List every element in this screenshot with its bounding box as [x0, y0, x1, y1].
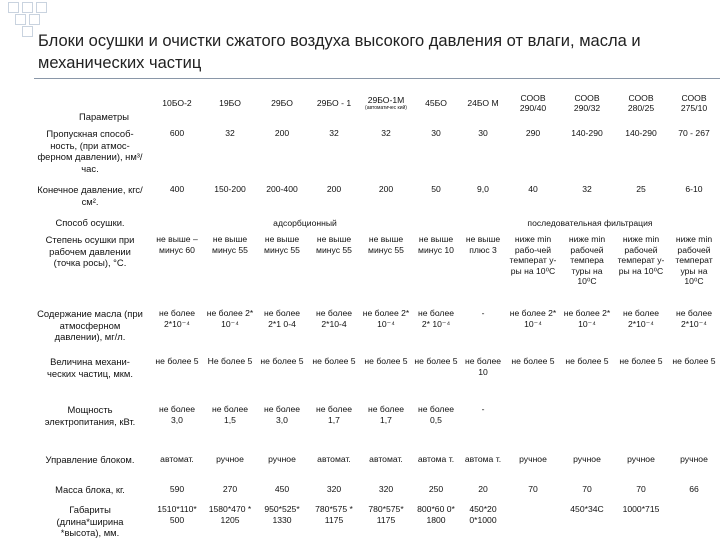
table-cell: 450 — [274, 484, 290, 494]
table-cell: 9,0 — [477, 184, 489, 194]
table-cell: ниже min рабочей температ у-ры на 10⁰С — [617, 234, 665, 276]
header-col-note: (автоматичес кий) — [365, 105, 407, 112]
title-divider — [34, 78, 720, 79]
row-label: Величина механи-ческих частиц, мкм. — [47, 356, 133, 379]
header-col-line2: 290/32 — [573, 103, 601, 113]
table-cell: автома т. — [464, 454, 502, 464]
table-cell: 70 — [528, 484, 538, 494]
table-cell: 32 — [329, 128, 339, 138]
table-cell: 6-10 — [685, 184, 703, 194]
table-cell: 30 — [431, 128, 441, 138]
header-param: Параметры — [79, 110, 129, 122]
header-col: 24БО М — [467, 97, 499, 108]
table-cell: ручное — [519, 454, 547, 464]
table-cell — [560, 404, 614, 454]
header-col-line2: 280/25 — [627, 103, 655, 113]
table-cell: 290 — [525, 128, 541, 138]
table-cell: 320 — [378, 484, 394, 494]
table-cell: ручное — [627, 454, 655, 464]
table-cell: не более 1,5 — [212, 404, 248, 425]
table-cell: 30 — [478, 128, 488, 138]
table-row — [34, 504, 720, 539]
table-cell: не более 5 — [565, 356, 609, 366]
table-row — [34, 234, 720, 308]
header-col: 29БО - 1 — [316, 97, 352, 108]
table-cell: 320 — [326, 484, 342, 494]
row-label: Способ осушки. — [55, 217, 125, 229]
table-cell: 1000*715 — [622, 504, 660, 514]
table-cell — [668, 504, 720, 539]
method-adsorption: адсорбционный — [273, 217, 337, 228]
table-cell: не выше минус 55 — [264, 234, 300, 255]
table-cell: 250 — [428, 484, 444, 494]
table-cell: не более 5 — [672, 356, 716, 366]
header-col-line2: 290/40 — [519, 103, 547, 113]
header-col: 19БО — [219, 97, 241, 108]
table-cell: 25 — [636, 184, 646, 194]
table-row — [34, 356, 720, 404]
table-cell: не более 2* 10⁻⁴ — [418, 308, 454, 329]
table-cell: 590 — [169, 484, 185, 494]
row-label: Масса блока, кг. — [55, 484, 125, 495]
specs-table — [34, 84, 720, 539]
table-cell: 140-290 — [571, 128, 603, 138]
table-cell: ручное — [680, 454, 708, 464]
table-cell: 32 — [225, 128, 235, 138]
header-col — [614, 84, 668, 122]
table-cell: 140-290 — [625, 128, 657, 138]
table-row — [34, 184, 720, 212]
table-cell: не выше минус 55 — [212, 234, 248, 255]
table-row — [34, 454, 720, 484]
table-cell: не более 3,0 — [264, 404, 300, 425]
header-col: 10БО-2 — [162, 97, 192, 108]
table-cell: не выше –минус 60 — [156, 234, 198, 255]
table-cell: 450*34С — [570, 504, 604, 514]
table-cell: не более 2*10⁻⁴ — [159, 308, 195, 329]
header-col-line1: СООВ — [574, 92, 600, 103]
table-row — [34, 122, 720, 184]
table-cell: 400 — [169, 184, 185, 194]
table-cell: автомат. — [160, 454, 194, 464]
table-cell: автома т. — [417, 454, 455, 464]
header-col-line1: СООВ — [628, 92, 654, 103]
table-cell: не более 2*10⁻⁴ — [623, 308, 659, 329]
header-col — [668, 84, 720, 122]
table-cell: 950*525* 1330 — [264, 504, 300, 525]
row-label: Конечное давление, кгс/см². — [37, 184, 143, 207]
header-col-label: 29БО-1М — [367, 94, 405, 105]
table-cell — [506, 504, 560, 539]
table-cell: не выше минус 55 — [368, 234, 404, 255]
table-header-row — [34, 84, 720, 122]
header-col — [560, 84, 614, 122]
page-title: Блоки осушки и очистки сжатого воздуха высокого давления от влаги, масла и механических частиц — [38, 32, 641, 72]
header-col-line1: СООВ — [681, 92, 707, 103]
table-cell — [668, 404, 720, 454]
table-cell — [506, 404, 560, 454]
table-cell: - — [481, 308, 485, 318]
table-cell: не выше минус 10 — [418, 234, 454, 255]
table-cell: 70 — [636, 484, 646, 494]
table-cell: 32 — [582, 184, 592, 194]
header-col: 29БО — [271, 97, 293, 108]
table-cell: не более 2*10-4 — [316, 308, 352, 329]
table-cell: 70 - 267 — [678, 128, 710, 138]
header-col-line2: 275/10 — [680, 103, 708, 113]
table-cell: не выше плюс 3 — [465, 234, 501, 255]
table-cell: 200-400 — [266, 184, 298, 194]
table-cell: ручное — [268, 454, 296, 464]
table-cell: 200 — [326, 184, 342, 194]
table-cell: не более 5 — [155, 356, 199, 366]
table-cell: ниже min рабочей температ уры на 10⁰С — [675, 234, 713, 286]
table-cell: 1510*110* 500 — [157, 504, 197, 525]
header-col-line1: СООВ — [520, 92, 546, 103]
table-cell: не более 1,7 — [316, 404, 352, 425]
row-label: Управление блоком. — [45, 454, 135, 465]
method-sequential: последовательная фильтрация — [527, 217, 653, 228]
row-label: Степень осушки при рабочем давлении (точка росы), °С. — [45, 234, 135, 268]
table-cell: не более 2*10⁻⁴ — [676, 308, 712, 329]
table-cell: 1580*470 * 1205 — [208, 504, 252, 525]
table-cell: 50 — [431, 184, 441, 194]
header-col — [506, 84, 560, 122]
table-cell: не более 5 — [260, 356, 304, 366]
table-cell: 780*575 * 1175 — [315, 504, 353, 525]
table-cell: ниже min рабо-чей температ у-ры на 10⁰С — [509, 234, 557, 276]
table-cell: ниже min рабочей темпера туры на 10⁰С — [568, 234, 606, 286]
table-cell: - — [481, 404, 485, 414]
row-label: Габариты (длина*ширина *высота), мм. — [56, 504, 124, 538]
table-cell: не более 2* 10⁻⁴ — [563, 308, 611, 329]
table-cell: не более 0,5 — [418, 404, 454, 425]
table-cell: 70 — [582, 484, 592, 494]
table-cell: 20 — [478, 484, 488, 494]
header-col — [360, 84, 412, 122]
table-cell: 200 — [378, 184, 394, 194]
table-cell: не более 2* 10⁻⁴ — [509, 308, 557, 329]
table-cell: автомат. — [317, 454, 351, 464]
row-label: Пропускная способ-ность, (при атмос-ферном давлении), нм³/час. — [37, 128, 143, 174]
table-cell: не более 2*1 0-4 — [264, 308, 300, 329]
table-cell: ручное — [216, 454, 244, 464]
table-cell: 200 — [274, 128, 290, 138]
table-cell: 150-200 — [214, 184, 246, 194]
table-row — [34, 308, 720, 356]
table-cell: не более 10 — [465, 356, 501, 377]
row-label: Содержание масла (при атмосферном давлении), мг/л. — [37, 308, 143, 342]
table-cell: не более 5 — [511, 356, 555, 366]
table-row — [34, 404, 720, 454]
table-cell: не более 5 — [364, 356, 408, 366]
table-row — [34, 212, 720, 234]
table-cell: 780*575* 1175 — [368, 504, 404, 525]
table-cell: 66 — [689, 484, 699, 494]
table-cell: не более 3,0 — [159, 404, 195, 425]
table-cell: 800*60 0* 1800 — [417, 504, 455, 525]
table-cell: 450*20 0*1000 — [469, 504, 497, 525]
table-cell: не более 5 — [414, 356, 458, 366]
table-cell: 32 — [381, 128, 391, 138]
table-cell: Не более 5 — [207, 356, 253, 366]
table-cell: ручное — [573, 454, 601, 464]
table-cell: не более 2* 10⁻⁴ — [206, 308, 254, 329]
table-cell — [614, 404, 668, 454]
table-cell: автомат. — [369, 454, 403, 464]
table-cell: не выше минус 55 — [316, 234, 352, 255]
table-cell: не более 2* 10⁻⁴ — [362, 308, 410, 329]
table-cell: 600 — [169, 128, 185, 138]
table-row — [34, 484, 720, 504]
table-cell: не более 1,7 — [368, 404, 404, 425]
table-cell: 40 — [528, 184, 538, 194]
table-cell: не более 5 — [619, 356, 663, 366]
row-label: Мощность электропитания, кВт. — [44, 404, 136, 427]
table-cell: не более 5 — [312, 356, 356, 366]
table-cell: 270 — [222, 484, 238, 494]
header-col: 45БО — [425, 97, 447, 108]
